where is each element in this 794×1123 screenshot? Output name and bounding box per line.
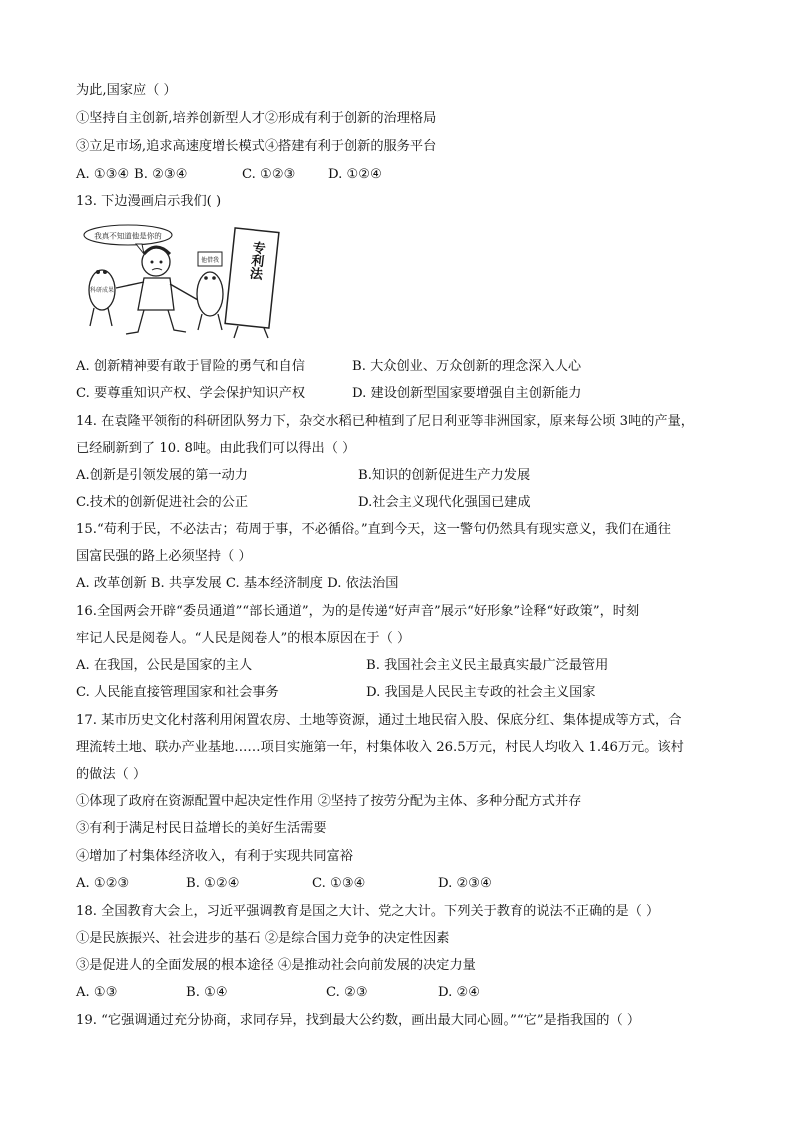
q18-option-d: D. ②④ <box>438 985 481 1000</box>
q13-stem: 13. 下边漫画启示我们( ) <box>76 194 222 209</box>
q17-stem-line2: 理流转土地、联办产业基地……项目实施第一年，村集体收入 26.5万元，村民人均收入 1.46万元。该村 <box>76 740 684 755</box>
q17-option-d: D. ②③④ <box>438 876 492 891</box>
q14-stem-line2: 已经刷新到了 10. 8吨。由此我们可以得出（ ） <box>76 441 356 456</box>
q17-statement-1: ①体现了政府在资源配置中起决定性作用 ②坚持了按劳分配为主体、多种分配方式并存 <box>76 794 582 809</box>
q16-option-b: B. 我国社会主义民主最真实最广泛最管用 <box>366 658 609 673</box>
q16-stem-line2: 牢记人民是阅卷人。“人民是阅卷人”的根本原因在于（ ） <box>76 631 411 646</box>
q12-option-b: B. ②③④ <box>134 167 188 182</box>
q18-stem: 18. 全国教育大会上，习近平强调教育是国之大计、党之大计。下列关于教育的说法不正确的是（ ） <box>76 904 660 919</box>
q18-statement-1: ①是民族振兴、社会进步的基石 ②是综合国力竞争的决定性因素 <box>76 931 450 946</box>
q17-option-c: C. ①③④ <box>312 876 366 891</box>
q14-option-a: A.创新是引领发展的第一动力 <box>76 468 248 483</box>
q18-option-c: C. ②③ <box>326 985 368 1000</box>
q17-option-a: A. ①②③ <box>76 876 130 891</box>
q12-option-c: C. ①②③ <box>242 167 296 182</box>
q16-option-a: A. 在我国，公民是国家的主人 <box>76 658 253 673</box>
comic-bubble-text: 我真不知道他是你的 <box>94 231 162 241</box>
q14-option-b: B.知识的创新促进生产力发展 <box>358 468 531 483</box>
q16-option-c: C. 人民能直接管理国家和社会事务 <box>76 685 279 700</box>
comic-egg-text: 科研成果 <box>89 287 115 294</box>
q14-option-c: C.技术的创新促进社会的公正 <box>76 495 249 510</box>
q12-option-d: D. ①②④ <box>328 167 382 182</box>
comic-small-sign-text: 他借我 <box>200 257 220 264</box>
q17-option-b: B. ①②④ <box>186 876 240 891</box>
q12-option-a: A. ①③④ <box>76 167 130 182</box>
q15-stem-line2: 国富民强的路上必须坚持（ ） <box>76 549 252 564</box>
q13-option-a: A. 创新精神要有敢于冒险的勇气和自信 <box>76 359 305 374</box>
q17-statement-3: ④增加了村集体经济收入，有利于实现共同富裕 <box>76 849 353 864</box>
q13-option-d: D. 建设创新型国家要增强自主创新能力 <box>352 386 582 401</box>
q19-stem: 19. “它强调通过充分协商，求同存异，找到最大公约数，画出最大同心圆。”“它”是指我国的（ ） <box>76 1013 641 1028</box>
q13-option-c: C. 要尊重知识产权、学会保护知识产权 <box>76 386 306 401</box>
q18-option-b: B. ①④ <box>186 985 228 1000</box>
comic-sign-text: 专利法 <box>246 240 266 281</box>
q17-stem-line1: 17. 某市历史文化村落利用闲置农房、土地等资源，通过土地民宿入股、保底分红、集体提成等方式，合 <box>76 713 682 728</box>
q13-comic-illustration <box>78 222 286 340</box>
q14-option-d: D.社会主义现代化强国已建成 <box>358 495 531 510</box>
q12-statement-1: ①坚持自主创新,培养创新型人才②形成有利于创新的治理格局 <box>76 111 437 126</box>
q16-stem-line1: 16.全国两会开辟“委员通道”“部长通道”，为的是传递“好声音”展示“好形象”诠释“好政策”，时刻 <box>76 604 640 619</box>
comic-egg-right <box>197 272 223 316</box>
q15-options: A. 改革创新 B. 共享发展 C. 基本经济制度 D. 依法治国 <box>76 576 399 591</box>
q18-statement-2: ③是促进人的全面发展的根本途径 ④是推动社会向前发展的决定力量 <box>76 958 476 973</box>
q14-stem-line1: 14. 在袁隆平领衔的科研团队努力下，杂交水稻已种植到了尼日利亚等非洲国家，原来每公顷 3吨的产量， <box>76 414 694 429</box>
q12-stem: 为此,国家应（ ） <box>76 83 177 98</box>
q15-stem-line1: 15.“苟利于民，不必法古；苟周于事，不必循俗。”直到今天，这一警句仍然具有现实意义，我们在通往 <box>76 522 671 537</box>
q12-statement-2: ③立足市场,追求高速度增长模式④搭建有利于创新的服务平台 <box>76 139 437 154</box>
q16-option-d: D. 我国是人民民主专政的社会主义国家 <box>366 685 596 700</box>
q13-option-b: B. 大众创业、万众创新的理念深入人心 <box>352 359 582 374</box>
q17-stem-line3: 的做法（ ） <box>76 767 147 782</box>
q17-statement-2: ③有利于满足村民日益增长的美好生活需要 <box>76 821 327 836</box>
q18-option-a: A. ①③ <box>76 985 118 1000</box>
